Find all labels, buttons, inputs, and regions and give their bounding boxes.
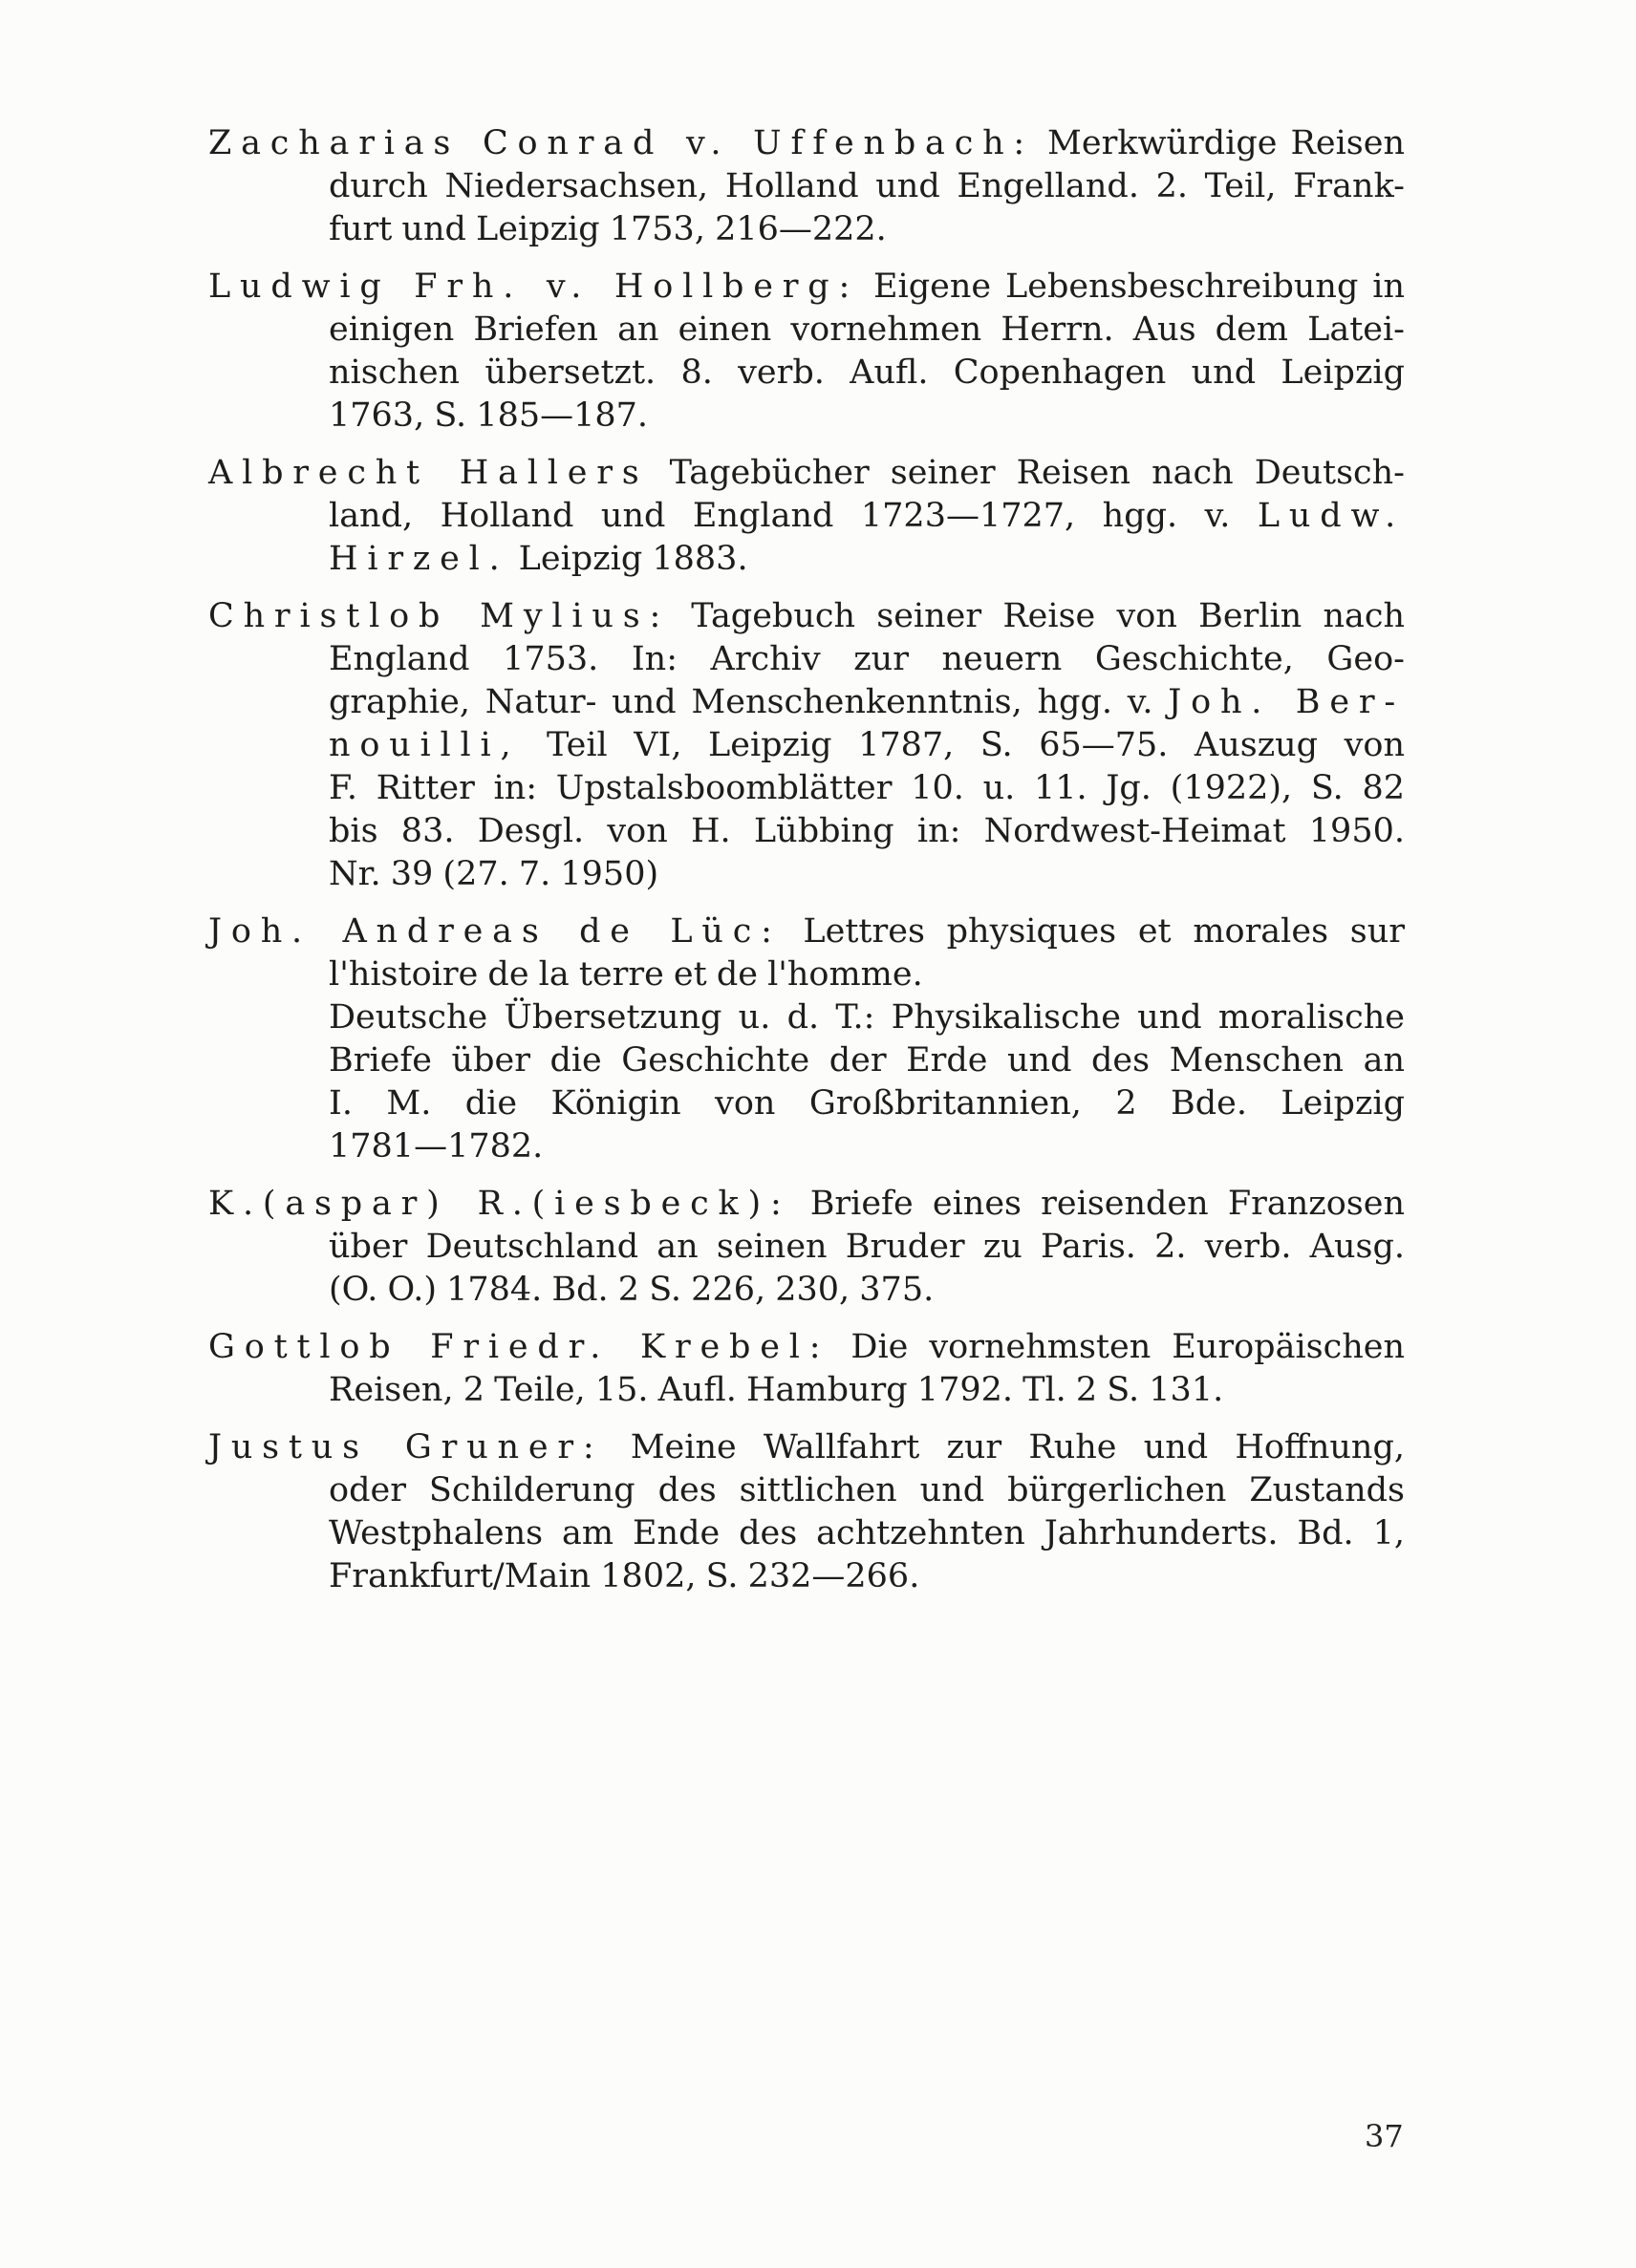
bibliography-entry bbox=[208, 1183, 1405, 1312]
entry-line bbox=[208, 910, 1405, 953]
page-number: 37 bbox=[1365, 2118, 1404, 2154]
author-name: Albrecht Hallers bbox=[208, 454, 649, 492]
entry-line bbox=[208, 208, 1405, 251]
entry-line bbox=[208, 266, 1405, 309]
entry-text: (O. O.) 1784. Bd. 2 S. 226, 230, 375. bbox=[329, 1271, 935, 1309]
entry-line bbox=[208, 352, 1405, 395]
entry-line bbox=[208, 810, 1405, 853]
entry-text: oder Schilderung des sittlichen und bürgerlichen Zustands bbox=[329, 1471, 1405, 1509]
author-name: Ludwig Frh. v. Hollberg: bbox=[208, 267, 860, 306]
entry-line bbox=[208, 953, 1405, 996]
entry-text: einigen Briefen an einen vornehmen Herrn. Aus dem Latei- bbox=[329, 310, 1405, 349]
entry-line bbox=[208, 1269, 1405, 1312]
entry-line bbox=[208, 996, 1405, 1039]
entry-text: l'histoire de la terre et de l'homme. bbox=[329, 955, 923, 994]
entry-line bbox=[208, 1226, 1405, 1269]
entry-line bbox=[208, 452, 1405, 495]
entry-text: graphie, Natur- und Menschenkenntnis, hgg. v. bbox=[329, 683, 1169, 721]
entry-text: Westphalens am Ende des achtzehnten Jahrhunderts. Bd. 1, bbox=[329, 1514, 1405, 1552]
entry-line bbox=[208, 1555, 1405, 1598]
entry-text: bis 83. Desgl. von H. Lübbing in: Nordwest-Heimat 1950. bbox=[329, 812, 1405, 850]
bibliography-entry bbox=[208, 122, 1405, 251]
entry-line bbox=[208, 1082, 1405, 1125]
entry-line bbox=[208, 638, 1405, 681]
bibliography-entry bbox=[208, 1326, 1405, 1412]
entry-text: I. M. die Königin von Großbritannien, 2 Bde. Leipzig bbox=[329, 1084, 1405, 1123]
entry-text: 1781—1782. bbox=[329, 1127, 544, 1166]
author-name: Gottlob Friedr. Krebel: bbox=[208, 1328, 830, 1366]
entry-text: F. Ritter in: Upstalsboomblätter 10. u. 11. Jg. (1922), S. 82 bbox=[329, 769, 1405, 807]
entry-text: land, Holland und England 1723—1727, hgg. v. bbox=[329, 497, 1258, 535]
entry-text: Lettres physiques et morales sur bbox=[781, 912, 1405, 951]
entry-line bbox=[208, 1426, 1405, 1469]
author-name: Zacharias Conrad v. Uffenbach: bbox=[208, 124, 1035, 162]
entry-text: furt und Leipzig 1753, 216—222. bbox=[329, 210, 887, 248]
entry-text: nischen übersetzt. 8. verb. Aufl. Copenhagen und Leipzig bbox=[329, 353, 1405, 392]
author-name: K.(aspar) R.(iesbeck): bbox=[208, 1185, 791, 1223]
entry-line bbox=[208, 395, 1405, 438]
entry-text: Tagebücher seiner Reisen nach Deutsch- bbox=[648, 454, 1406, 492]
bibliography-entry bbox=[208, 595, 1405, 896]
entry-text: Eigene Lebensbeschreibung in bbox=[859, 267, 1405, 306]
author-name: Justus Gruner: bbox=[208, 1428, 604, 1466]
bibliography-entry bbox=[208, 266, 1405, 438]
editor-name: Ludw. bbox=[1257, 497, 1405, 535]
entry-text: Die vornehmsten Europäischen bbox=[829, 1328, 1406, 1366]
bibliography-entry bbox=[208, 1426, 1405, 1598]
entry-text: Briefe eines reisenden Franzosen bbox=[790, 1185, 1405, 1223]
entry-line bbox=[208, 1512, 1405, 1555]
entry-text: Briefe über die Geschichte der Erde und des Menschen an bbox=[329, 1041, 1405, 1080]
entry-text: Reisen, 2 Teile, 15. Aufl. Hamburg 1792. Tl. 2 S. 131. bbox=[329, 1371, 1224, 1409]
entry-text: Deutsche Übersetzung u. d. T.: Physikalische und moralische bbox=[329, 998, 1405, 1037]
entry-text: England 1753. In: Archiv zur neuern Geschichte, Geo- bbox=[329, 640, 1405, 678]
entry-line bbox=[208, 1469, 1405, 1512]
entry-text: Merkwürdige Reisen bbox=[1034, 124, 1405, 162]
entry-text: über Deutschland an seinen Bruder zu Paris. 2. verb. Ausg. bbox=[329, 1228, 1405, 1266]
editor-name: Hirzel. bbox=[329, 540, 509, 578]
editor-name: Joh. Ber- bbox=[1168, 683, 1405, 721]
entry-text: Meine Wallfahrt zur Ruhe und Hoffnung, bbox=[603, 1428, 1406, 1466]
entry-line bbox=[208, 1326, 1405, 1369]
entry-line bbox=[208, 309, 1405, 352]
author-name: Joh. Andreas de Lüc: bbox=[208, 912, 782, 951]
entry-line bbox=[208, 538, 1405, 581]
entry-line bbox=[208, 681, 1405, 724]
author-name: Christlob Mylius: bbox=[208, 597, 671, 635]
entry-line bbox=[208, 1183, 1405, 1226]
entry-line bbox=[208, 724, 1405, 767]
entry-line bbox=[208, 595, 1405, 638]
entry-text: Frankfurt/Main 1802, S. 232—266. bbox=[329, 1557, 920, 1595]
entry-line bbox=[208, 767, 1405, 810]
entry-line bbox=[208, 1369, 1405, 1412]
entry-text: Leipzig 1883. bbox=[508, 540, 748, 578]
bibliography-entry bbox=[208, 452, 1405, 581]
entry-text: Teil VI, Leipzig 1787, S. 65—75. Auszug von bbox=[520, 726, 1405, 764]
entry-line bbox=[208, 495, 1405, 538]
editor-name: nouilli, bbox=[329, 726, 521, 764]
entry-text: durch Niedersachsen, Holland und Engelland. 2. Teil, Frank- bbox=[329, 167, 1405, 205]
entry-text: 1763, S. 185—187. bbox=[329, 396, 649, 435]
entry-line bbox=[208, 1125, 1405, 1168]
entry-line bbox=[208, 1039, 1405, 1082]
entry-text: Tagebuch seiner Reise von Berlin nach bbox=[670, 597, 1405, 635]
entry-line bbox=[208, 122, 1405, 165]
entry-line bbox=[208, 853, 1405, 896]
bibliography-list bbox=[208, 122, 1405, 1613]
bibliography-entry bbox=[208, 910, 1405, 1168]
entry-line bbox=[208, 165, 1405, 208]
entry-text: Nr. 39 (27. 7. 1950) bbox=[329, 855, 659, 893]
